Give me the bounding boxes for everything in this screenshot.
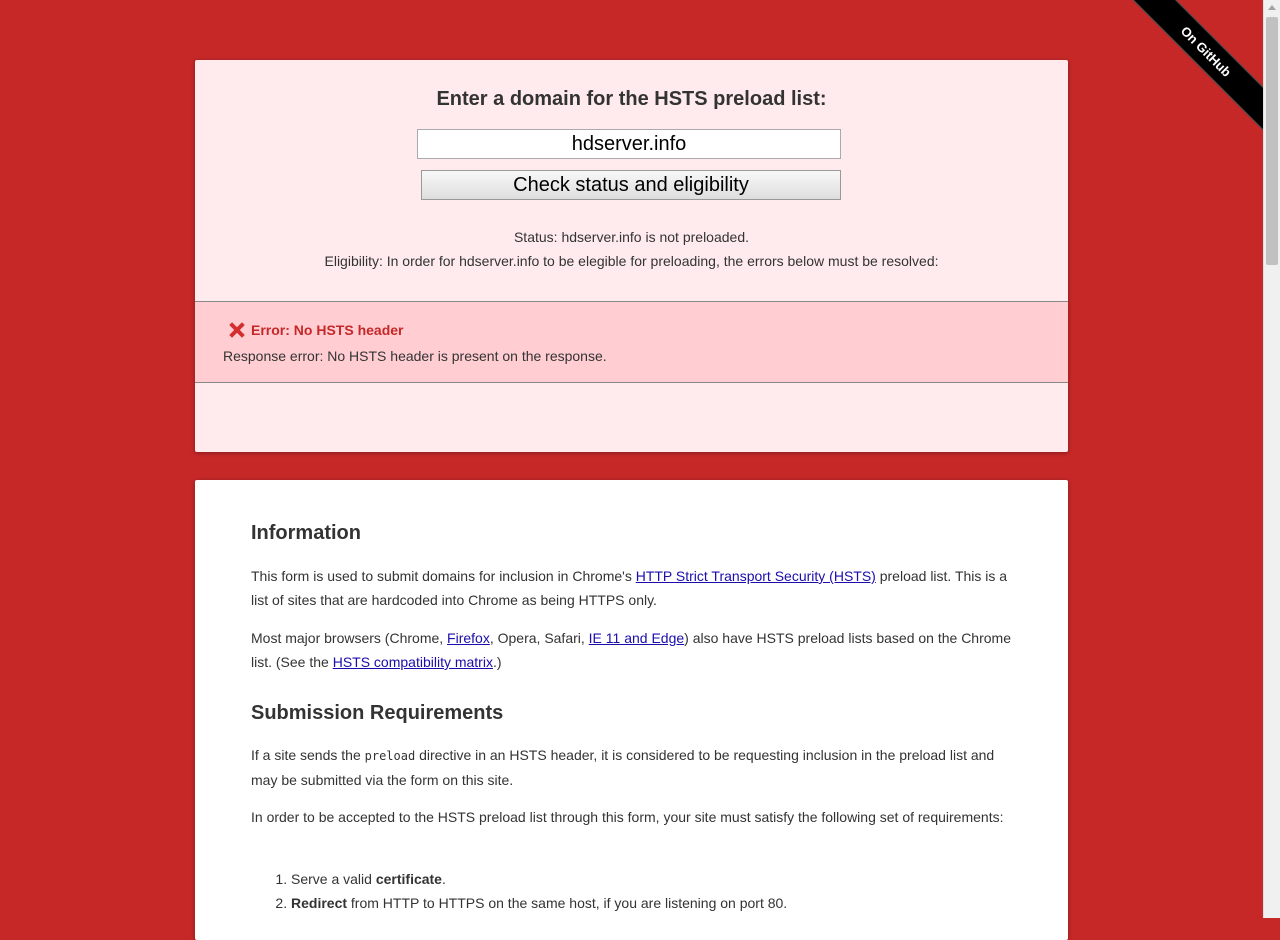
text-span: Most major browsers (Chrome, [251,630,448,646]
requirement-item [291,867,1016,891]
submission-paragraph-1 [251,743,1016,792]
text-span: preload list. This is a list of sites that are hardcoded into Chrome as being HTTPS only. [251,568,1008,608]
bold-text: certificate [375,871,442,887]
error-title: Error: No HSTS header [251,322,404,338]
error-description: Response error: No HSTS header is present on the response. [223,348,607,364]
scroll-up-arrow-icon[interactable] [1268,5,1276,10]
firefox-link[interactable]: Firefox [447,630,490,646]
page-scrollbar[interactable] [1263,0,1280,918]
check-status-button[interactable]: Check status and eligibility [421,170,841,200]
scrollbar-thumb[interactable] [1266,17,1278,265]
information-heading: Information [251,522,361,544]
text-span: Serve a valid [291,871,376,887]
text-span: , Opera, Safari, [489,630,589,646]
compatibility-matrix-link[interactable]: HSTS compatibility matrix [332,654,493,670]
error-title-row [228,321,403,339]
ie-edge-link[interactable]: IE 11 and Edge [588,630,685,646]
information-card [195,480,1068,940]
github-ribbon-container [1113,0,1263,150]
domain-input[interactable] [417,129,841,159]
error-box [195,301,1068,383]
text-span: This form is used to submit domains for inclusion in Chrome's [251,568,636,584]
form-heading: Enter a domain for the HSTS preload list: [436,88,827,110]
text-span: . [441,871,446,887]
github-ribbon-link[interactable]: On GitHub [1121,0,1263,137]
submission-paragraph-2: In order to be accepted to the HSTS preload list through this form, your site must satisfy the following set of requirements: [251,809,1004,825]
information-paragraph-2 [251,626,1016,674]
requirement-item [291,891,1016,915]
text-span: If a site sends the [251,747,365,763]
requirements-list [251,867,1016,915]
text-span: directive in an HSTS header, it is considered to be requesting inclusion in the preload list and may be submitted via the form on this site. [251,747,995,788]
hsts-link[interactable]: HTTP Strict Transport Security (HSTS) [635,568,876,584]
information-paragraph-1 [251,564,1016,612]
preload-code: preload [364,749,416,763]
status-text: Status: hdserver.info is not preloaded. [513,229,750,245]
eligibility-text: Eligibility: In order for hdserver.info to be elegible for preloading, the errors below must be resolved: [324,253,939,269]
text-span: from HTTP to HTTPS on the same host, if you are listening on port 80. [347,895,788,911]
close-icon [228,321,246,339]
domain-form-card [195,60,1068,452]
bold-text: Redirect [291,895,348,911]
text-span: .) [492,654,502,670]
text-span: ) also have HSTS preload lists based on the Chrome list. (See the [251,630,1011,670]
submission-heading: Submission Requirements [251,702,504,724]
